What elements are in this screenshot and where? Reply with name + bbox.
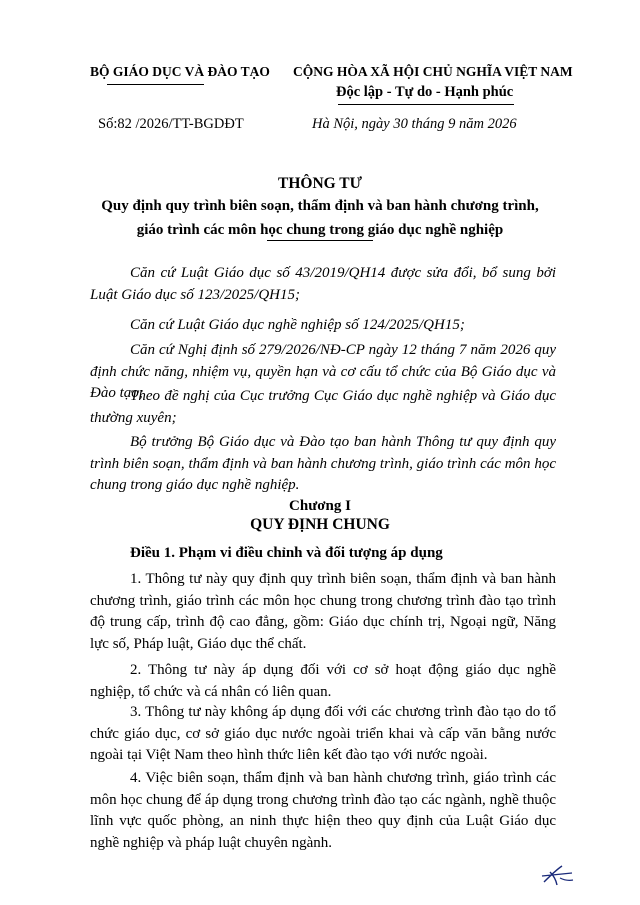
preamble-basis-2: Căn cứ Luật Giáo dục nghề nghiệp số 124/2025/QH15; — [130, 317, 465, 333]
ministry-underline — [107, 84, 204, 85]
title-underline — [267, 240, 373, 241]
ministry-name: BỘ GIÁO DỤC VÀ ĐÀO TẠO — [90, 64, 270, 79]
initials-signature-mark — [540, 862, 576, 888]
article-clause-4: 4. Việc biên soạn, thẩm định và ban hành chương trình, giáo trình các môn học chung để áp dụng trong chương trình đào tạo các ngành, nghề thuộc lĩnh vực quốc phòng, an ninh thực hiện theo quy định của Luật Giáo dục nghề nghiệp và pháp luật chuyên ngành. — [90, 770, 556, 851]
document-subject: Quy định quy trình biên soạn, thẩm định và ban hành chương trình, giáo trình các môn học chung trong giáo dục nghề nghiệp — [101, 198, 539, 238]
place-and-date: Hà Nội, ngày 30 tháng 9 năm 2026 — [312, 116, 517, 132]
preamble-promulgation: Bộ trưởng Bộ Giáo dục và Đào tạo ban hành Thông tư quy định quy trình biên soạn, thẩm định và ban hành chương trình, giáo trình các môn học chung trong giáo dục nghề nghiệp. — [90, 434, 556, 493]
document-number: Số:82 /2026/TT-BGDĐT — [98, 116, 244, 132]
document-type: THÔNG TƯ — [278, 175, 362, 192]
national-motto: Độc lập - Tự do - Hạnh phúc — [336, 84, 514, 100]
preamble-proposal: Theo đề nghị của Cục trưởng Cục Giáo dục nghề nghiệp và Giáo dục thường xuyên; — [90, 388, 556, 426]
preamble-basis-3: Căn cứ Nghị định số 279/2026/NĐ-CP ngày 12 tháng 7 năm 2026 quy định chức năng, nhiệm vụ, quyền hạn và cơ cấu tổ chức của Bộ Giáo dục và Đào tạo; — [90, 342, 556, 401]
republic-name: CỘNG HÒA XÃ HỘI CHỦ NGHĨA VIỆT NAM — [293, 64, 573, 79]
chapter-number: Chương I — [289, 498, 351, 514]
article-clause-1: 1. Thông tư này quy định quy trình biên soạn, thẩm định và ban hành chương trình, giáo trình các môn học chung trong chương trình đào tạo trình độ trung cấp, trình độ cao đẳng, gồm: Giáo dục chính trị, Ngoại ngữ, Năng lực số, Pháp luật, Giáo dục thể chất. — [90, 571, 556, 652]
article-heading: Điều 1. Phạm vi điều chỉnh và đối tượng áp dụng — [130, 545, 443, 561]
preamble-basis-1: Căn cứ Luật Giáo dục số 43/2019/QH14 được sửa đổi, bổ sung bởi Luật Giáo dục số 123/2025/QH15; — [90, 265, 556, 303]
motto-underline — [338, 104, 514, 105]
article-clause-3: 3. Thông tư này không áp dụng đối với các chương trình đào tạo do tổ chức giáo dục, cơ sở giáo dục nước ngoài triển khai và cấp văn bằng nước ngoài tại Việt Nam theo hình thức liên kết đào tạo với nước ngoài. — [90, 704, 556, 763]
article-clause-2: 2. Thông tư này áp dụng đối với cơ sở hoạt động giáo dục nghề nghiệp, tổ chức và cá nhân có liên quan. — [90, 662, 556, 700]
chapter-title: QUY ĐỊNH CHUNG — [250, 516, 390, 533]
